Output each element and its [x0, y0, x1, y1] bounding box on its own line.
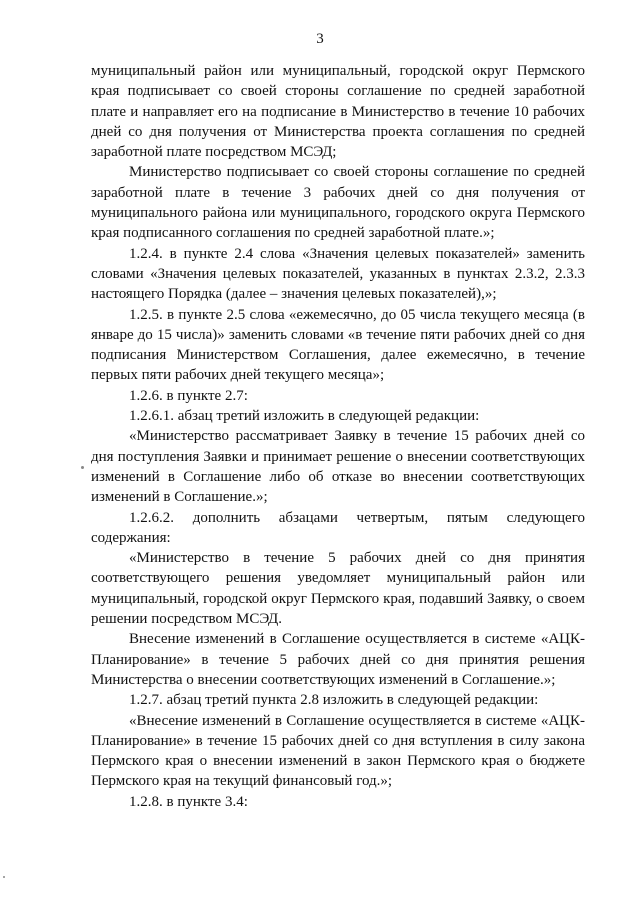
paragraph-7: «Министерство рассматривает Заявку в течение 15 рабочих дней со дня поступления Заявки и принимает решение о внесении соответствующих изменений в Соглашение либо об отказе во внесении соответствующих изменений в Соглашение.»;: [91, 428, 585, 506]
document-body: [91, 61, 585, 812]
paragraph-13: 1.2.8. в пункте 3.4:: [129, 793, 248, 810]
paragraph-3: 1.2.4. в пункте 2.4 слова «Значения целевых показателей» заменить словами «Значения целевых показателей, указанных в пунктах 2.3.2, 2.3.3 настоящего Порядка (далее – значения целевых показателей),»;: [91, 245, 585, 303]
paragraph-11: 1.2.7. абзац третий пункта 2.8 изложить в следующей редакции:: [129, 692, 539, 709]
paragraph-4: 1.2.5. в пункте 2.5 слова «ежемесячно, до 05 числа текущего месяца (в январе до 15 числа)» заменить словами «в течение пяти рабочих дней со дня подписания Министерством Соглашения, далее ежемесячно, в течение первых пяти рабочих дней текущего месяца»;: [91, 306, 585, 384]
paragraph-8: 1.2.6.2. дополнить абзацами четвертым, пятым следующего содержания:: [91, 509, 585, 546]
page-number: 3: [316, 31, 324, 47]
paragraph-6: 1.2.6.1. абзац третий изложить в следующей редакции:: [129, 408, 480, 425]
scan-speck: [81, 466, 84, 469]
paragraph-5: 1.2.6. в пункте 2.7:: [129, 387, 248, 404]
paragraph-9: «Министерство в течение 5 рабочих дней со дня принятия соответствующего решения уведомляет муниципальный район или муниципальный, городской округ Пермского края, подавший Заявку, о своем решении посредством МСЭД.: [91, 550, 585, 628]
paragraph-12: «Внесение изменений в Соглашение осуществляется в системе «АЦК-Планирование» в течение 15 рабочих дней со дня вступления в силу закона Пермского края о внесении изменений в закон Пермского края о бюджете Пермского края на текущий финансовый год.»;: [91, 712, 585, 790]
paragraph-10: Внесение изменений в Соглашение осуществляется в системе «АЦК-Планирование» в течение 5 рабочих дней со дня принятия решения Министерства о внесении соответствующих изменений в Соглашение.»;: [91, 631, 585, 688]
paragraph-2: Министерство подписывает со своей стороны соглашение по средней заработной плате в течение 3 рабочих дней со дня получения от муниципального района или муниципального, городского округа Пермского края подписанного соглашения по средней заработной плате.»;: [91, 164, 585, 242]
paragraph-1: муниципальный район или муниципальный, городской округ Пермского края подписывает со своей стороны соглашение по средней заработной плате и направляет его на подписание в Министерство в течение 10 рабочих дней со дня получения от Министерства проекта соглашения по средней заработной плате посредством МСЭД;: [91, 63, 585, 161]
scan-speck: [3, 876, 5, 878]
